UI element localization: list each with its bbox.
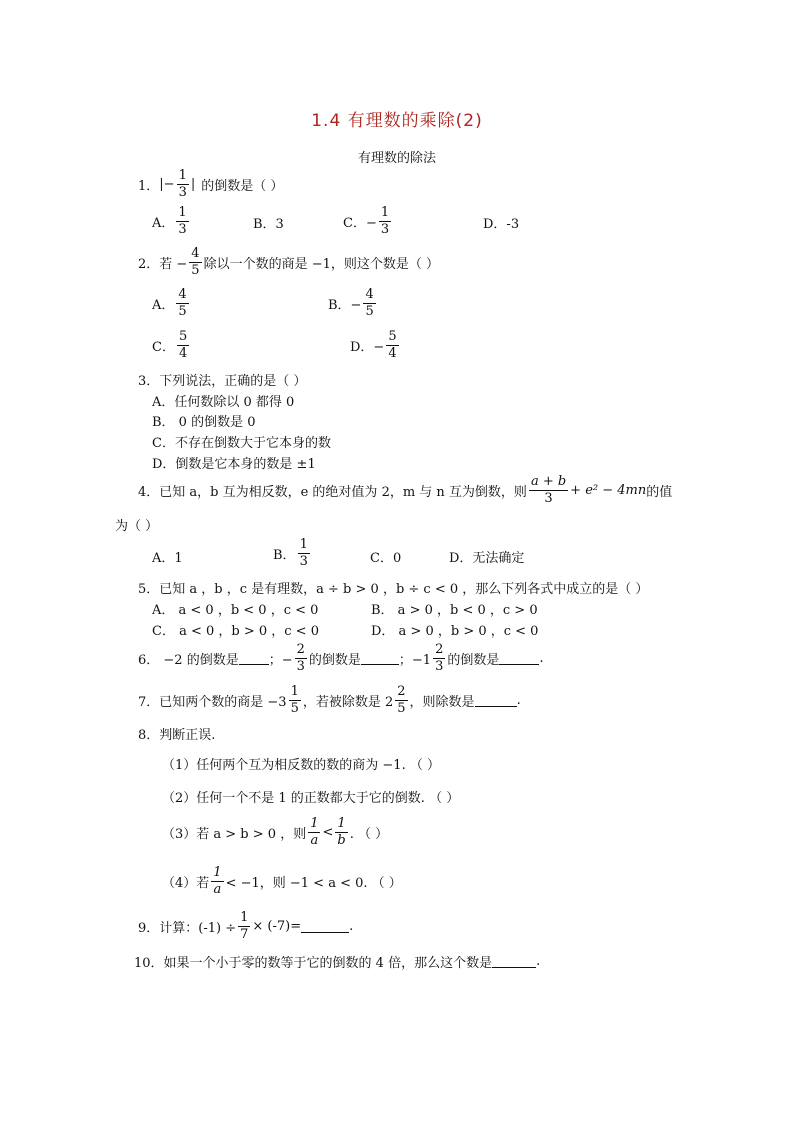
q1-option-c: C．− $\frac{1}{3}$ — [343, 205, 390, 237]
q2-option-d: D．− $\frac{5}{4}$ — [350, 329, 397, 361]
q5-option-c: C． a < 0 ，b > 0 ，c < 0 — [152, 624, 319, 639]
question-8: 8．判断正误. — [138, 728, 216, 743]
question-3: 3．下列说法，正确的是（ ） — [138, 374, 307, 389]
question-4: 4．已知 a，b 互为相反数，e 的绝对值为 2，m 与 n 互为倒数，则 $\frac{a + b}{3}$ + e² − 4mn 的值 — [138, 474, 673, 506]
question-9: 9．计算：(-1) ÷ $\frac{1}{7}$ × (-7)= . — [138, 910, 354, 942]
q3-option-c: C．不存在倒数大于它本身的数 — [152, 436, 331, 451]
section-subtitle: 有理数的除法 — [357, 151, 436, 166]
q2-option-a: A． $\frac{4}{5}$ — [152, 287, 187, 319]
q1-text: 的倒数是（ ） — [201, 179, 284, 194]
q1-fraction: $\frac{1}{3}$ — [178, 168, 187, 200]
q1-abs-open: |− — [159, 177, 175, 192]
answer-blank[interactable] — [492, 955, 536, 968]
q5-option-b: B． a > 0 ，b < 0 ，c > 0 — [371, 603, 538, 618]
answer-blank[interactable] — [499, 652, 539, 665]
q4-option-a: A．1 — [152, 551, 183, 566]
q8-statement-2: （2）任何一个不是 1 的正数都大于它的倒数. （ ） — [162, 791, 460, 806]
q1-option-b: B．3 — [253, 217, 284, 232]
question-5: 5．已知 a ，b ，c 是有理数，a ÷ b > 0 ，b ÷ c < 0 ，那么下列各式中成立的是（ ） — [138, 582, 649, 597]
q5-option-d: D． a > 0 ，b > 0 ，c < 0 — [371, 624, 539, 639]
answer-blank[interactable] — [301, 920, 349, 933]
question-2: 2．若 − $\frac{4}{5}$ 除以一个数的商是 −1，则这个数是（ ） — [138, 246, 440, 278]
q8-statement-1: （1）任何两个互为相反数的数的商为 −1. （ ） — [162, 758, 440, 773]
q1-abs-close: | — [190, 177, 196, 192]
q4-option-d: D．无法确定 — [449, 551, 525, 566]
q8-statement-4: （4）若 $\frac{1}{a}$ < −1，则 −1 < a < 0. （ ） — [162, 865, 402, 897]
q2-option-c: C． $\frac{5}{4}$ — [152, 329, 188, 361]
q8-statement-3: （3）若 a > b > 0 ，则 $\frac{1}{a}$ < $\frac{1}{b}$ . （ ） — [162, 816, 389, 848]
q3-option-d: D．倒数是它本身的数是 ±1 — [152, 457, 316, 472]
q1-option-a: A． $\frac{1}{3}$ — [152, 205, 187, 237]
page-title: 1.4 有理数的乘除(2) — [311, 111, 483, 131]
q4-option-b: B． $\frac{1}{3}$ — [273, 537, 308, 569]
q4-option-c: C．0 — [370, 551, 402, 566]
answer-blank[interactable] — [475, 694, 517, 707]
q3-option-b: B． 0 的倒数是 0 — [152, 415, 256, 430]
answer-blank[interactable] — [239, 652, 269, 665]
question-7: 7．已知两个数的商是 −3 $\frac{1}{5}$ ，若被除数是 2 $\frac{2}{5}$ ，则除数是 . — [138, 684, 521, 716]
q2-option-b: B．− $\frac{4}{5}$ — [328, 287, 374, 319]
question-10: 10．如果一个小于零的数等于它的倒数的 4 倍，那么这个数是 . — [134, 954, 541, 971]
q3-option-a: A．任何数除以 0 都得 0 — [152, 395, 295, 410]
q4-line2: 为（ ） — [115, 519, 159, 534]
q1-number: 1． — [138, 179, 160, 194]
question-1 — [138, 168, 283, 201]
q1-option-d: D．-3 — [483, 217, 520, 232]
answer-blank[interactable] — [361, 652, 399, 665]
question-6: 6． −2 的倒数是 ；− $\frac{2}{3}$ 的倒数是 ；−1 $\frac{2}{3}$ 的倒数是 . — [138, 642, 544, 674]
q5-option-a: A． a < 0 ，b < 0 ，c < 0 — [152, 603, 319, 618]
